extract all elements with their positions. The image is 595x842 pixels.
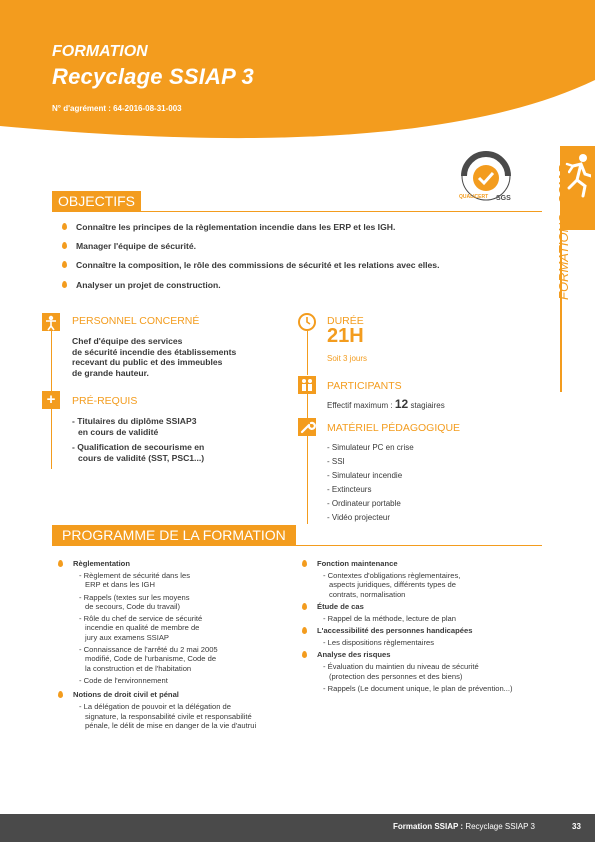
duree-sub: Soit 3 jours (327, 354, 368, 363)
personnel-title: PERSONNEL CONCERNÉ (72, 315, 200, 327)
plus-icon: + (42, 391, 60, 409)
list-item: - SSI (327, 457, 345, 467)
programme-item: Notions de droit civil et pénal - La délégation de pouvoir et la délégation de signature, la responsabilité civile et responsabilité pénale, le délit de mise en danger de la vie d'autrui (58, 690, 288, 730)
cert-brand: SGS (496, 195, 511, 202)
wrench-icon (298, 418, 316, 436)
side-tab-label (556, 130, 571, 300)
header-kicker: FORMATION (52, 43, 148, 60)
list-item: - Vidéo projecteur (327, 513, 390, 523)
bullet-drop-icon (62, 281, 67, 288)
bullet-drop-icon (62, 223, 67, 230)
materiel-list (327, 443, 414, 528)
prerequis-title: PRÉ-REQUIS (72, 395, 138, 407)
list-item: - Rôle du chef de service de sécurité incendie en qualité de membre de jury aux examens SSIAP (79, 614, 203, 642)
programme-item: Règlementation - Règlement de sécurité dans les ERP et dans les IGH - Rappels (textes sur les moyens de secours, Code du travail) - Rôle du chef de service de sécurité incendie en qualité de membre de jury aux examens SSIAP - Connaissance de l'arrêté du 2 mai 2005 modifié, Code de l'urbanisme, Code de la construction et de l'habitation - Code de l'environnement (58, 559, 288, 685)
list-item: - Simulateur PC en crise (327, 443, 414, 452)
bullet-drop-icon (302, 651, 307, 658)
prerequis-list (72, 416, 204, 468)
programme-title: PROGRAMME DE LA FORMATION (52, 525, 296, 545)
list-item: - Ordinateur portable (327, 499, 401, 509)
personnel-text: Chef d'équipe des services de sécurité incendie des établissements recevant du public et des immeubles de grande hauteur. (72, 336, 237, 378)
participants-count: 12 (394, 397, 409, 411)
bullet-drop-icon (302, 627, 307, 634)
cert-label: QUALICERT (459, 194, 489, 200)
personnel-rule (51, 331, 52, 391)
bullet-drop-icon (62, 242, 67, 249)
list-item: - Rappel de la méthode, lecture de plan (323, 613, 456, 623)
objectifs-divider (52, 211, 542, 212)
programme-right-column (302, 559, 552, 696)
footer-bar (0, 814, 595, 842)
participants-text: Effectif maximum : 12 stagiaires (327, 397, 445, 411)
list-item: - Connaissance de l'arrêté du 2 mai 2005 modifié, Code de l'urbanisme, Code de la construction et de l'habitation (79, 645, 218, 673)
list-item: - Simulateur incendie (327, 471, 403, 481)
participants-rule (307, 394, 308, 418)
duree-rule (307, 331, 308, 375)
list-item: Connaître la composition, le rôle des commissions de sécurité et les relations avec elles. (62, 260, 532, 279)
side-tab-prefix: FORMATIONS (556, 214, 571, 300)
list-item: - Règlement de sécurité dans les ERP et dans les IGH (79, 571, 191, 590)
bullet-drop-icon (62, 261, 67, 268)
bullet-drop-icon (58, 560, 63, 567)
list-item: - Rappels (textes sur les moyens de secours, Code du travail) (79, 592, 190, 611)
footer-text: Formation SSIAP : Recyclage SSIAP 3 (393, 822, 535, 831)
header-banner (0, 0, 595, 170)
objectifs-list (62, 222, 532, 299)
programme-item: Fonction maintenance - Contextes d'obligations règlementaires, aspects juridiques, différents types de contrats, normalisation (302, 559, 552, 599)
list-item: - Évaluation du maintien du niveau de sécurité (protection des personnes et des biens) (323, 662, 479, 681)
list-item: - Rappels (Le document unique, le plan de prévention...) (323, 684, 513, 694)
programme-item: L'accessibilité des personnes handicapées - Les dispositions règlementaires (302, 626, 552, 647)
duree-title: DURÉE (327, 315, 364, 327)
bullet-drop-icon (302, 603, 307, 610)
duree-value: 21H (327, 325, 364, 347)
participants-title: PARTICIPANTS (327, 380, 402, 392)
prerequis-rule (51, 409, 52, 469)
bullet-drop-icon (58, 691, 63, 698)
side-tab-name: SSIAP (556, 164, 571, 204)
programme-item: Analyse des risques - Évaluation du maintien du niveau de sécurité (protection des personnes et des biens) - Rappels (Le document unique, le plan de prévention...) (302, 650, 552, 693)
list-item: Connaître les principes de la règlementation incendie dans les ERP et les IGH. (62, 222, 532, 241)
certification-seal-icon (456, 148, 516, 208)
list-item: - Qualification de secourisme en cours de validité (SST, PSC1...) (72, 442, 205, 463)
programme-divider (52, 545, 542, 546)
page-number: 33 (572, 822, 581, 831)
materiel-rule (307, 436, 308, 524)
list-item: Manager l'équipe de sécurité. (62, 241, 532, 260)
list-item: - Contextes d'obligations règlementaires, aspects juridiques, différents types de contrats, normalisation (323, 571, 461, 599)
list-item: - Code de l'environnement (79, 675, 168, 685)
list-item: - Extincteurs (327, 485, 372, 495)
page-title: Recyclage SSIAP 3 (52, 64, 254, 89)
list-item: - La délégation de pouvoir et la délégation de signature, la responsabilité civile et responsabilité pénale, le délit de mise en danger de la vie d'autrui (79, 702, 257, 730)
person-icon (42, 313, 60, 331)
bullet-drop-icon (302, 560, 307, 567)
list-item: Analyser un projet de construction. (62, 280, 532, 299)
agrement-number: N° d'agrément : 64-2016-08-31-003 (52, 104, 182, 113)
group-icon (298, 376, 316, 394)
objectifs-title: OBJECTIFS (52, 191, 141, 211)
list-item: - Les dispositions règlementaires (323, 638, 435, 648)
clock-icon (298, 313, 316, 331)
list-item: - Titulaires du diplôme SSIAP3 en cours de validité (72, 416, 197, 437)
programme-item: Étude de cas - Rappel de la méthode, lecture de plan (302, 602, 552, 623)
materiel-title: MATÉRIEL PÉDAGOGIQUE (327, 422, 461, 434)
programme-left-column (58, 559, 288, 733)
